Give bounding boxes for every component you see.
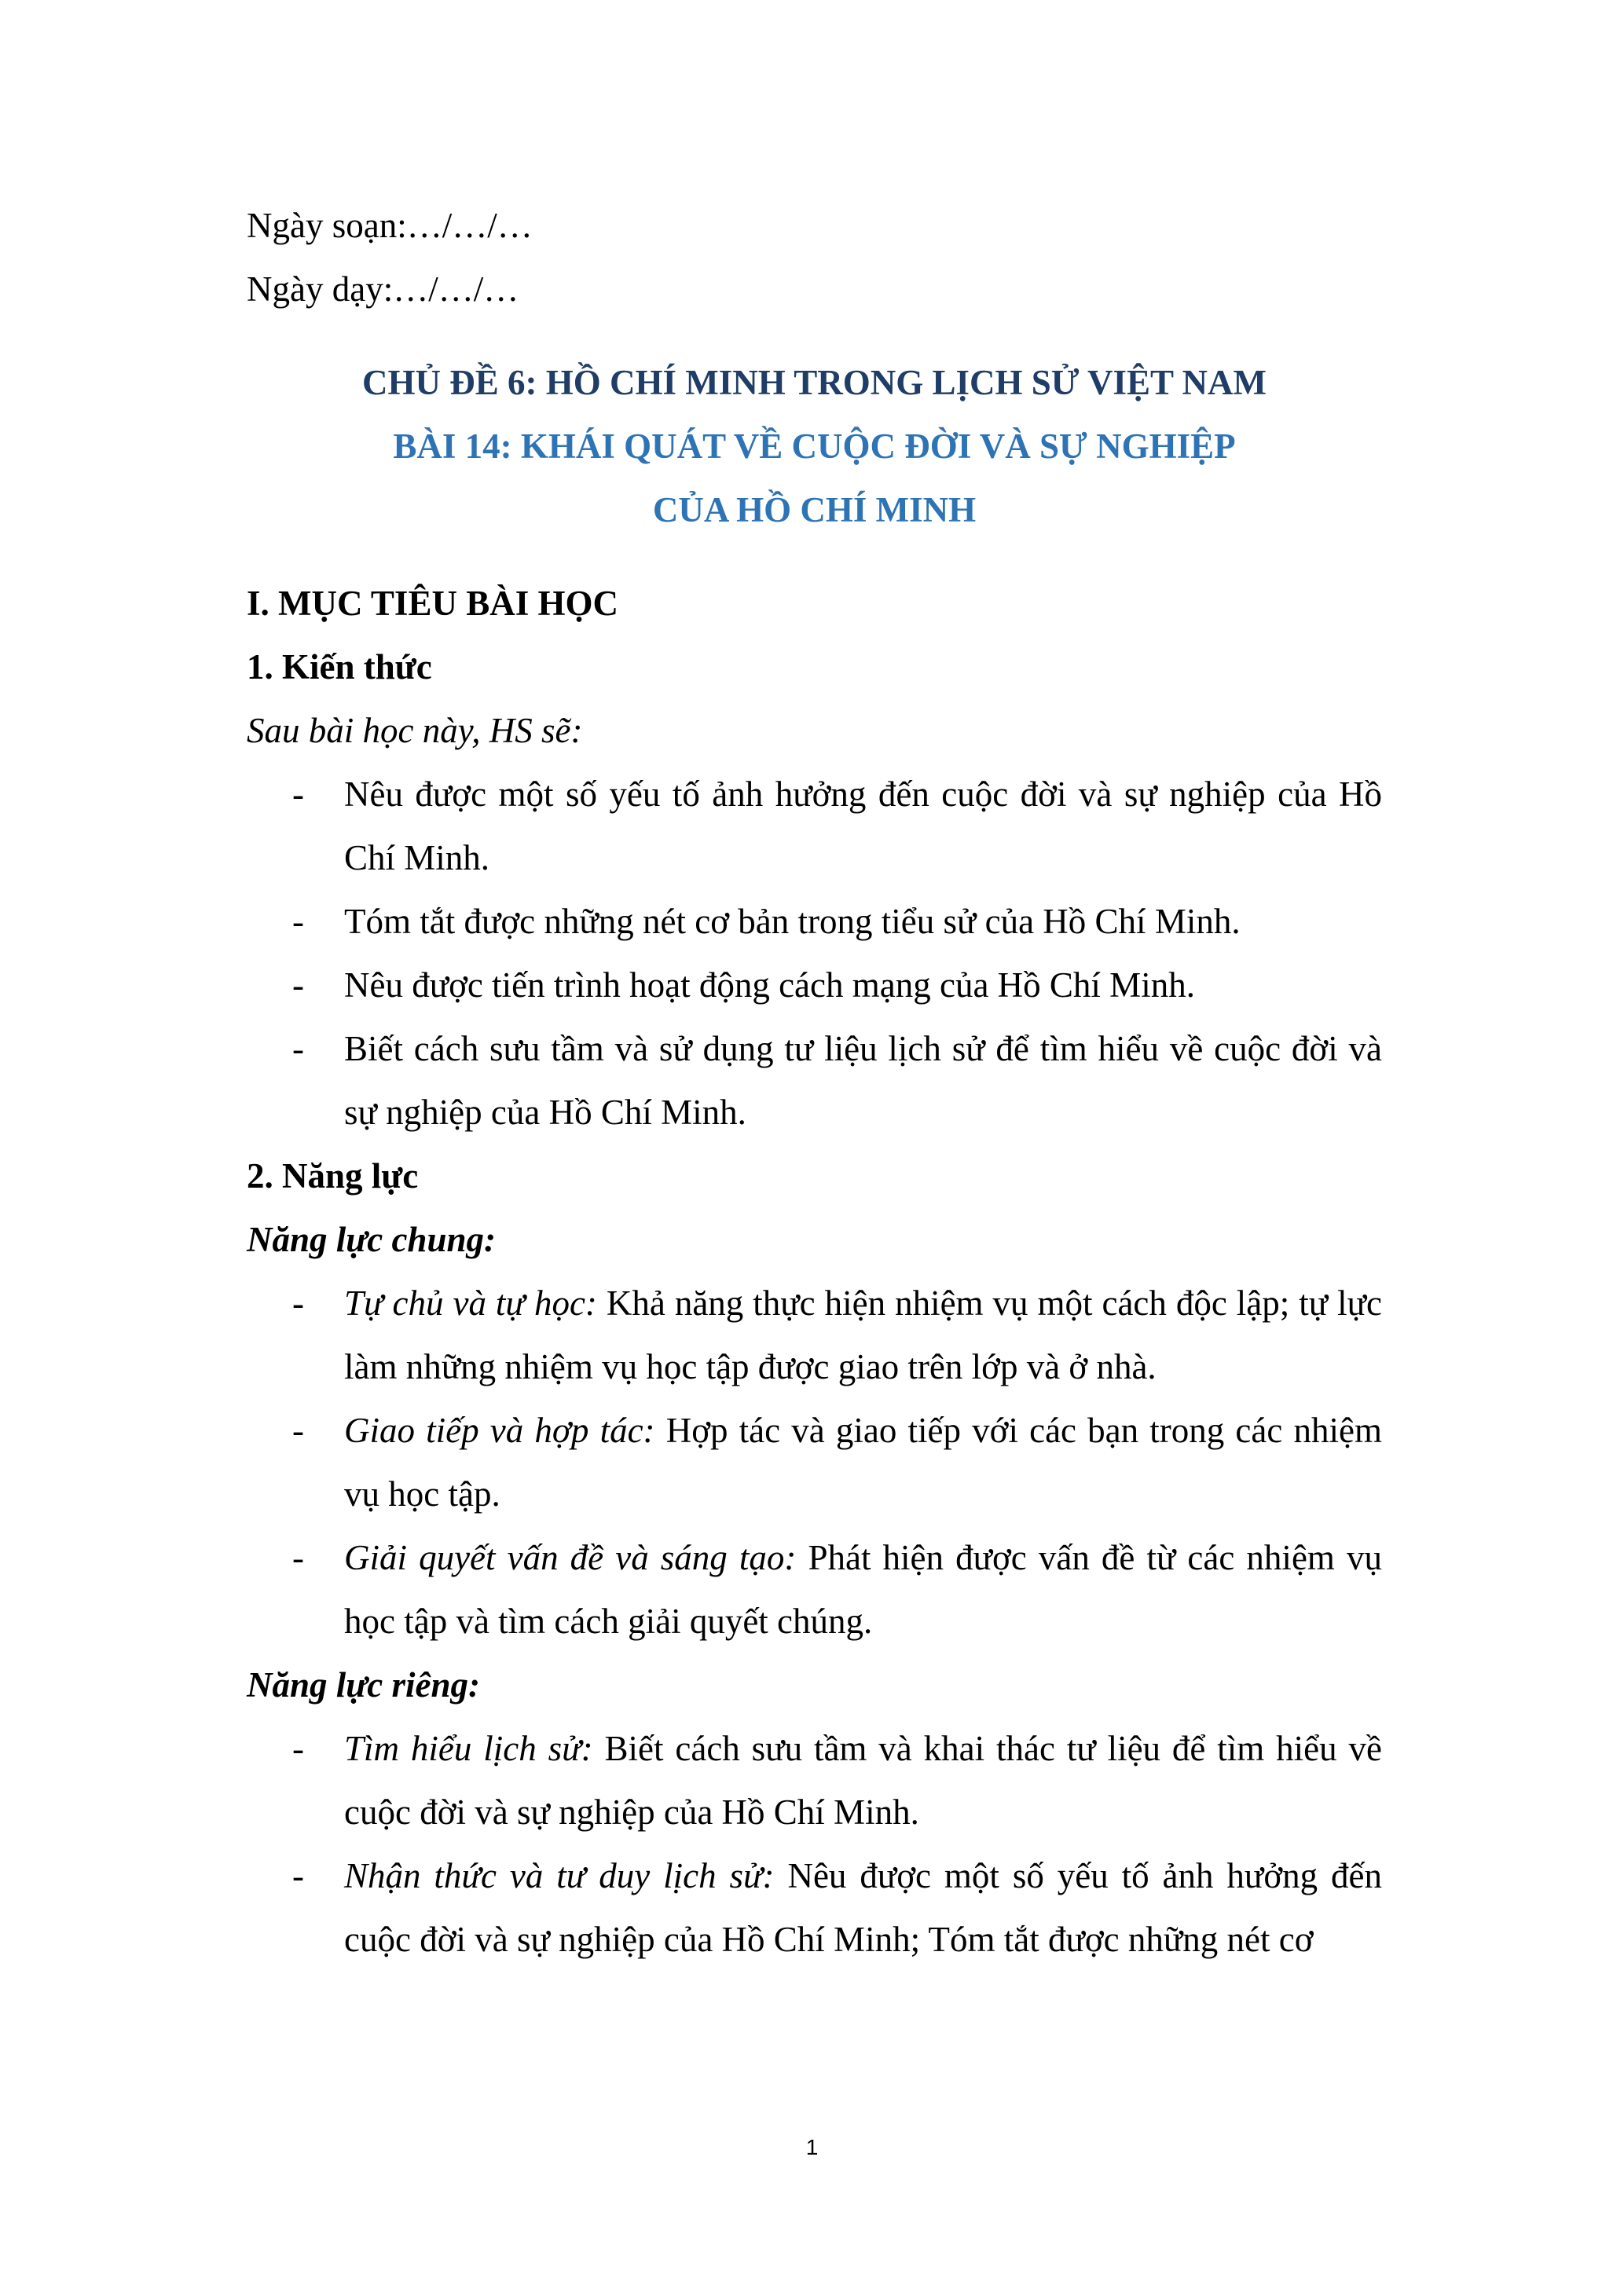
bullet-lead: Nhận thức và tư duy lịch sử: [344,1856,775,1895]
bullet-dash: - [292,1283,304,1323]
list-item [247,954,1382,1017]
list-item [247,1272,1382,1399]
section-heading-objectives: I. MỤC TIÊU BÀI HỌC [247,584,618,623]
bullet-text: Hợp tác và giao tiếp với các bạn trong các nhiệm vụ học tập. [344,1411,1382,1514]
bullet-dash: - [292,965,304,1005]
list-item [247,1017,1382,1144]
specific-competence-heading: Năng lực riêng: [247,1665,480,1705]
knowledge-intro: Sau bài học này, HS sẽ: [247,711,583,750]
list-item [247,1844,1382,1972]
bullet-dash: - [292,1411,304,1450]
general-competence-heading: Năng lực chung: [247,1220,496,1259]
bullet-dash: - [292,1856,304,1895]
bullet-text: Phát hiện được vấn đề từ các nhiệm vụ học tập và tìm cách giải quyết chúng. [344,1538,1382,1641]
bullet-lead: Tự chủ và tự học: [344,1283,597,1323]
bullet-dash: - [292,1029,304,1068]
list-item [247,1526,1382,1653]
bullet-text: Khả năng thực hiện nhiệm vụ một cách độc lập; tự lực làm những nhiệm vụ học tập được giao trên lớp và ở nhà. [344,1283,1382,1386]
bullet-lead: Giải quyết vấn đề và sáng tạo: [344,1538,797,1577]
page-content [247,194,1382,1972]
topic-title: CHỦ ĐỀ 6: HỒ CHÍ MINH TRONG LỊCH SỬ VIỆT NAM [362,363,1267,402]
bullet-text: Nêu được một số yếu tố ảnh hưởng đến cuộc đời và sự nghiệp của Hồ Chí Minh; Tóm tắt được những nét cơ [344,1856,1382,1959]
subheading-competence: 2. Năng lực [247,1156,419,1196]
bullet-text: Nêu được một số yếu tố ảnh hưởng đến cuộc đời và sự nghiệp của Hồ Chí Minh. [344,774,1382,877]
bullet-text: Tóm tắt được những nét cơ bản trong tiểu sử của Hồ Chí Minh. [344,902,1241,941]
bullet-text: Biết cách sưu tầm và sử dụng tư liệu lịch sử để tìm hiểu về cuộc đời và sự nghiệp của Hồ Chí Minh. [344,1029,1382,1132]
list-item [247,763,1382,890]
bullet-text: Nêu được tiến trình hoạt động cách mạng của Hồ Chí Minh. [344,965,1195,1005]
bullet-lead: Giao tiếp và hợp tác: [344,1411,655,1450]
lesson-title-line2: CỦA HỒ CHÍ MINH [652,490,977,529]
prep-date: Ngày soạn:…/…/… [247,206,533,245]
bullet-dash: - [292,1538,304,1577]
bullet-lead: Tìm hiểu lịch sử: [344,1729,593,1768]
list-item [247,1399,1382,1526]
bullet-dash: - [292,774,304,814]
list-item [247,890,1382,954]
bullet-dash: - [292,1729,304,1768]
subheading-knowledge: 1. Kiến thức [247,647,432,687]
list-item [247,1717,1382,1844]
bullet-dash: - [292,902,304,941]
page-number: 1 [805,2135,819,2159]
bullet-text: Biết cách sưu tầm và khai thác tư liệu để tìm hiểu về cuộc đời và sự nghiệp của Hồ Chí Minh. [344,1729,1382,1832]
teach-date: Ngày dạy:…/…/… [247,269,519,309]
lesson-title-line1: BÀI 14: KHÁI QUÁT VỀ CUỘC ĐỜI VÀ SỰ NGHIỆP [393,427,1236,466]
